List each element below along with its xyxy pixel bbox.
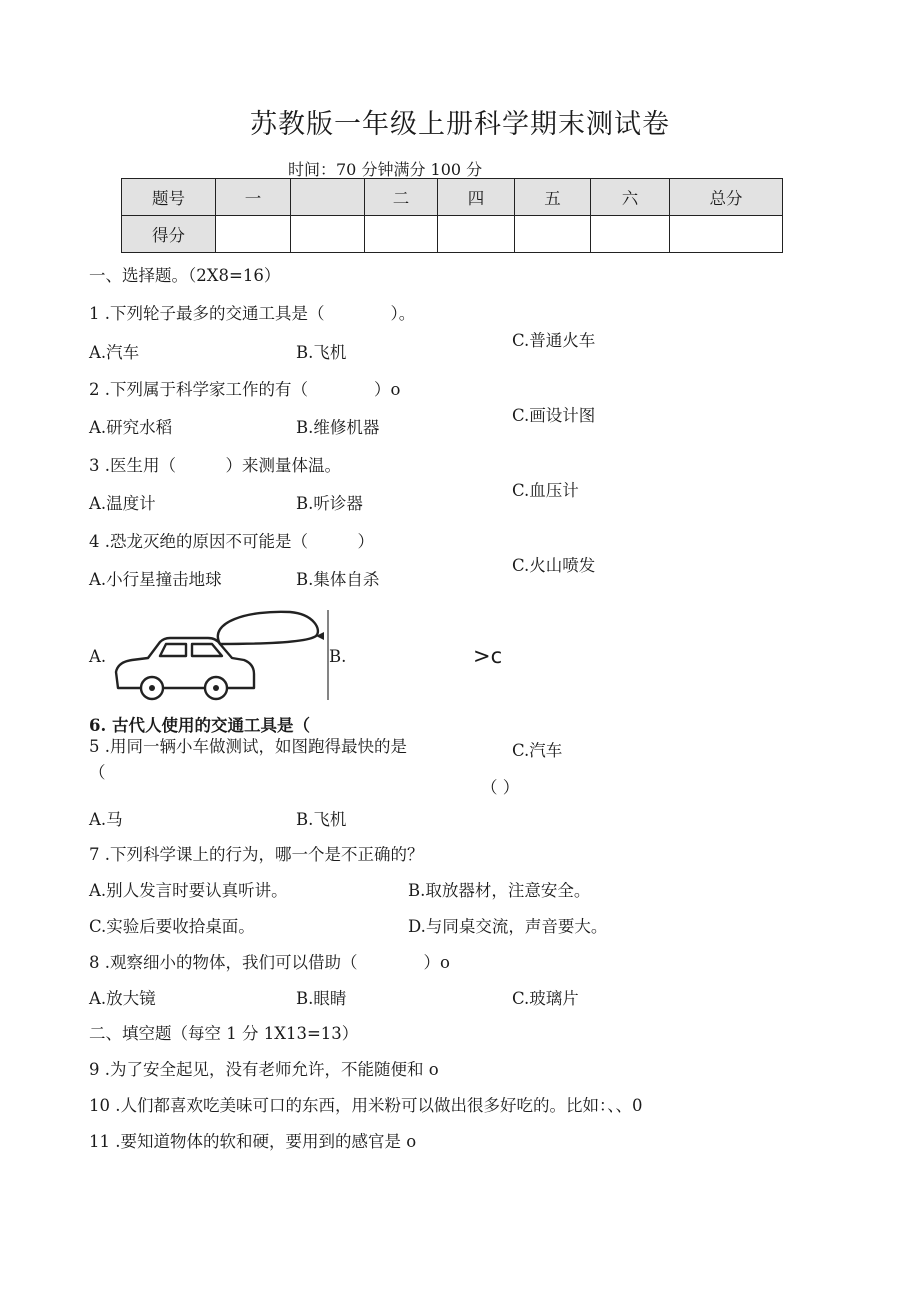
question-9: 9 .为了安全起见，没有老师允许，不能随便和 o [89, 1060, 439, 1079]
question-7-option-a: A.别人发言时要认真听讲。 [89, 881, 288, 900]
score-header-cell [291, 179, 365, 216]
score-row-label: 得分 [122, 216, 216, 253]
question-1-option-b: B.飞机 [296, 343, 347, 362]
question-5-stem: 5 .用同一辆小车做测试，如图跑得最快的是 [89, 737, 407, 756]
question-6-option-b: B.飞机 [296, 810, 347, 829]
question-3-option-b: B.听诊器 [296, 494, 363, 513]
car-rear-hub [149, 685, 155, 691]
score-table [121, 178, 783, 253]
question-7-option-b: B.取放器材，注意安全。 [408, 881, 591, 900]
question-1-stem: 1 .下列轮子最多的交通工具是（ ）。 [89, 304, 416, 323]
question-6-stem: 6. 古代人使用的交通工具是（ [89, 716, 310, 735]
question-6-option-a: A.马 [89, 810, 123, 829]
question-2-option-c: C.画设计图 [512, 406, 596, 425]
question-2-stem: 2 .下列属于科学家工作的有（ ）o [89, 380, 401, 399]
score-header-cell: 五 [515, 179, 591, 216]
score-cell[interactable] [438, 216, 515, 253]
score-cell[interactable] [670, 216, 783, 253]
section-1-heading: 一、选择题。（2X8=16） [89, 266, 281, 285]
question-3-option-a: A.温度计 [89, 494, 156, 513]
score-table-score-row [122, 216, 783, 253]
score-table-header-row [122, 179, 783, 216]
question-4-option-a: A.小行星撞击地球 [89, 570, 222, 589]
score-header-cell: 四 [438, 179, 515, 216]
question-6-option-c: C.汽车 [512, 741, 563, 760]
question-4-stem: 4 .恐龙灭绝的原因不可能是（ ） [89, 532, 374, 551]
question-3-option-c: C.血压计 [512, 481, 579, 500]
question-7-option-c: C.实验后要收拾桌面。 [89, 917, 255, 936]
question-5-label-c: >c [473, 644, 503, 668]
question-4-option-b: B.集体自杀 [296, 570, 380, 589]
question-8-option-a: A.放大镜 [89, 989, 156, 1008]
question-7-stem: 7 .下列科学课上的行为，哪一个是不正确的？ [89, 845, 424, 864]
question-8-stem: 8 .观察细小的物体，我们可以借助（ ）o [89, 953, 450, 972]
score-cell[interactable] [291, 216, 365, 253]
question-5-label-a: A. [89, 647, 107, 666]
car-balloon-figure [108, 608, 348, 704]
score-cell[interactable] [365, 216, 438, 253]
exam-title: 苏教版一年级上册科学期末测试卷 [250, 109, 670, 140]
exam-subtitle: 时间：70 分钟满分 100 分 [288, 160, 483, 179]
car-front-hub [213, 685, 219, 691]
score-cell[interactable] [515, 216, 591, 253]
question-2-option-b: B.维修机器 [296, 418, 380, 437]
balloon-outline [218, 612, 318, 644]
score-header-cell: 六 [591, 179, 670, 216]
score-header-cell: 二 [365, 179, 438, 216]
score-header-cell: 总分 [670, 179, 783, 216]
question-2-option-a: A.研究水稻 [89, 418, 173, 437]
question-8-option-b: B.眼睛 [296, 989, 347, 1008]
question-3-stem: 3 .医生用（ ）来测量体温。 [89, 456, 341, 475]
question-1-option-c: C.普通火车 [512, 331, 596, 350]
question-7-option-d: D.与同桌交流，声音要大。 [408, 917, 608, 936]
question-4-option-c: C.火山喷发 [512, 556, 596, 575]
score-header-cell: 一 [216, 179, 291, 216]
score-cell[interactable] [591, 216, 670, 253]
car-window-left [160, 644, 186, 656]
question-5-open-paren: （ [89, 763, 106, 782]
question-11: 11 .要知道物体的软和硬，要用到的感官是 o [89, 1132, 417, 1151]
question-8-option-c: C.玻璃片 [512, 989, 579, 1008]
question-1-option-a: A.汽车 [89, 343, 140, 362]
question-5-answer-bracket: （ ） [481, 778, 520, 797]
car-window-right [192, 644, 222, 656]
question-5-label-b: B. [329, 647, 347, 666]
score-header-cell: 题号 [122, 179, 216, 216]
question-10: 10 .人们都喜欢吃美味可口的东西，用米粉可以做出很多好吃的。比如：、、0 [89, 1096, 643, 1115]
section-2-heading: 二、填空题（每空 1 分 1X13=13） [89, 1024, 359, 1043]
score-cell[interactable] [216, 216, 291, 253]
